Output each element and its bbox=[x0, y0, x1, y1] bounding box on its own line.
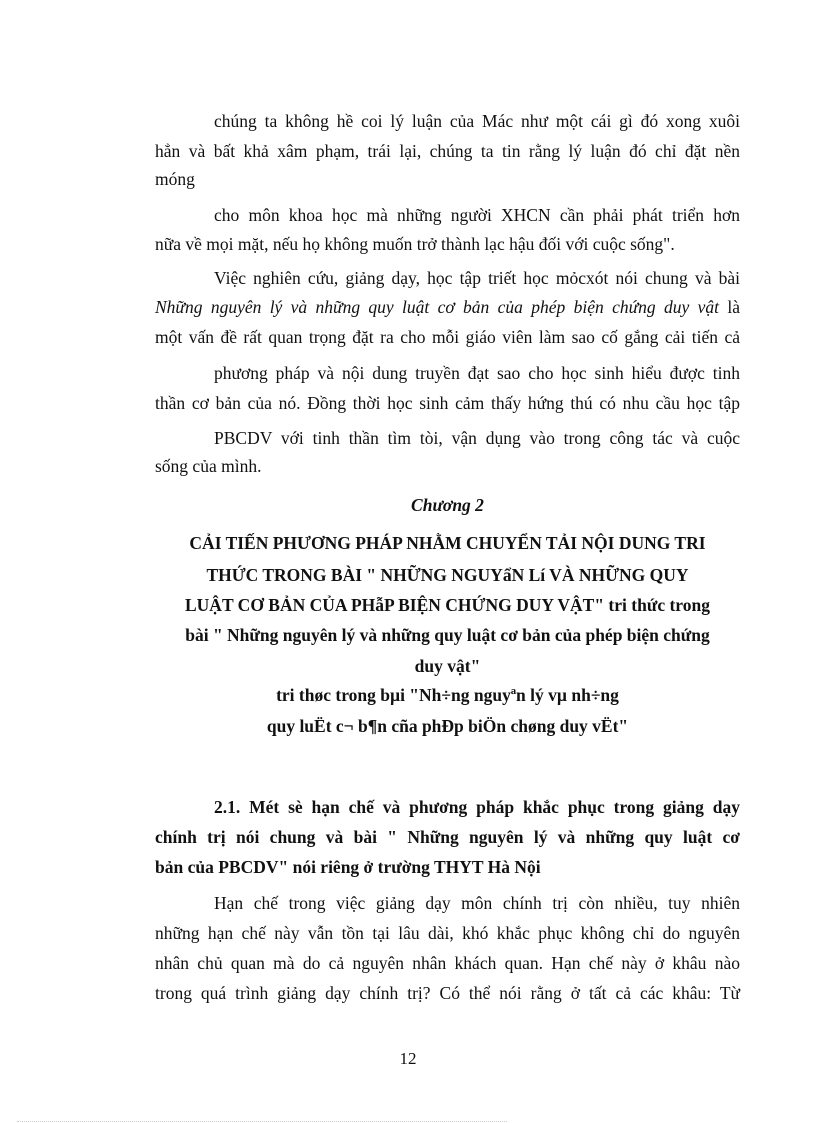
chapter-title-line-legacy-encoding: quy luËt c¬ b¶n cña phÐp biÖn chøng duy vËt" bbox=[266, 716, 629, 736]
body-text-line: nhân chủ quan mà do cả nguyên nhân khách quan. Hạn chế này ở khâu nào bbox=[155, 953, 740, 973]
body-text-line: phương pháp và nội dung truyền đạt sao cho học sinh hiểu được tinh bbox=[214, 363, 740, 383]
body-text-line: nữa về mọi mặt, nếu họ không muốn trở thành lạc hậu đối với cuộc sống". bbox=[155, 234, 675, 254]
body-text-line: Hạn chế trong việc giảng dạy môn chính trị còn nhiều, tuy nhiên bbox=[214, 893, 740, 913]
section-heading-line: bản của PBCDV" nói riêng ở trường THYT Hà Nội bbox=[155, 857, 541, 877]
chapter-label: Chương 2 bbox=[411, 495, 484, 515]
body-text-line: sống của mình. bbox=[155, 456, 262, 476]
body-text-line: thần cơ bản của nó. Đồng thời học sinh cảm thấy hứng thú có nhu cầu học tập bbox=[155, 393, 740, 413]
body-text-line: móng bbox=[155, 169, 195, 189]
body-text-fragment: là bbox=[719, 297, 740, 317]
chapter-title-line: LUẬT CƠ BẢN CỦA PHẫP BIỆN CHỨNG DUY VẬT" tri thức trong bbox=[185, 595, 710, 615]
chapter-title-line: bài " Những nguyên lý và những quy luật cơ bản của phép biện chứng bbox=[185, 625, 710, 645]
section-heading-line: 2.1. Mét sè hạn chế và phương pháp khắc phục trong giảng dạy bbox=[214, 797, 740, 817]
body-text-line: PBCDV với tinh thần tìm tòi, vận dụng vào trong công tác và cuộc bbox=[214, 428, 740, 448]
chapter-title-line: THỨC TRONG BÀI " NHỮNG NGUYẩN Lí VÀ NHỮNG QUY bbox=[206, 565, 689, 585]
chapter-title-line: CẢI TIẾN PHƯƠNG PHÁP NHẰM CHUYỂN TẢI NỘI DUNG TRI bbox=[189, 533, 706, 553]
chapter-title-line-legacy-encoding: tri thøc trong bµi "Nh÷ng nguyªn lý vµ nh÷ng bbox=[276, 685, 619, 705]
body-text-line: Việc nghiên cứu, giảng dạy, học tập triết học mỏcxót nói chung và bài bbox=[214, 268, 740, 288]
body-text-line: chúng ta không hề coi lý luận của Mác như một cái gì đó xong xuôi bbox=[214, 111, 740, 131]
page-number: 12 bbox=[399, 1049, 417, 1068]
section-heading-line: chính trị nói chung và bài " Những nguyên lý và những quy luật cơ bbox=[155, 827, 740, 847]
body-text-line: những hạn chế này vẫn tồn tại lâu dài, khó khắc phục không chỉ do nguyên bbox=[155, 923, 740, 943]
page-break-divider bbox=[17, 1121, 507, 1122]
body-text-line: hẳn và bất khả xâm phạm, trái lại, chúng ta tin rằng lý luận đó chỉ đặt nền bbox=[155, 141, 740, 161]
body-text-line bbox=[155, 296, 740, 318]
body-text-line: trong quá trình giảng dạy chính trị? Có thể nói rằng ở tất cả các khâu: Từ bbox=[155, 983, 740, 1003]
body-text-line: một vấn đề rất quan trọng đặt ra cho mỗi giáo viên làm sao cố gắng cải tiến cả bbox=[155, 327, 740, 347]
chapter-title-line: duy vật" bbox=[414, 656, 481, 676]
body-text-line: cho môn khoa học mà những người XHCN cần phải phát triển hơn bbox=[214, 205, 740, 225]
lesson-title-italic: Những nguyên lý và những quy luật cơ bản của phép biện chứng duy vật bbox=[155, 297, 720, 317]
